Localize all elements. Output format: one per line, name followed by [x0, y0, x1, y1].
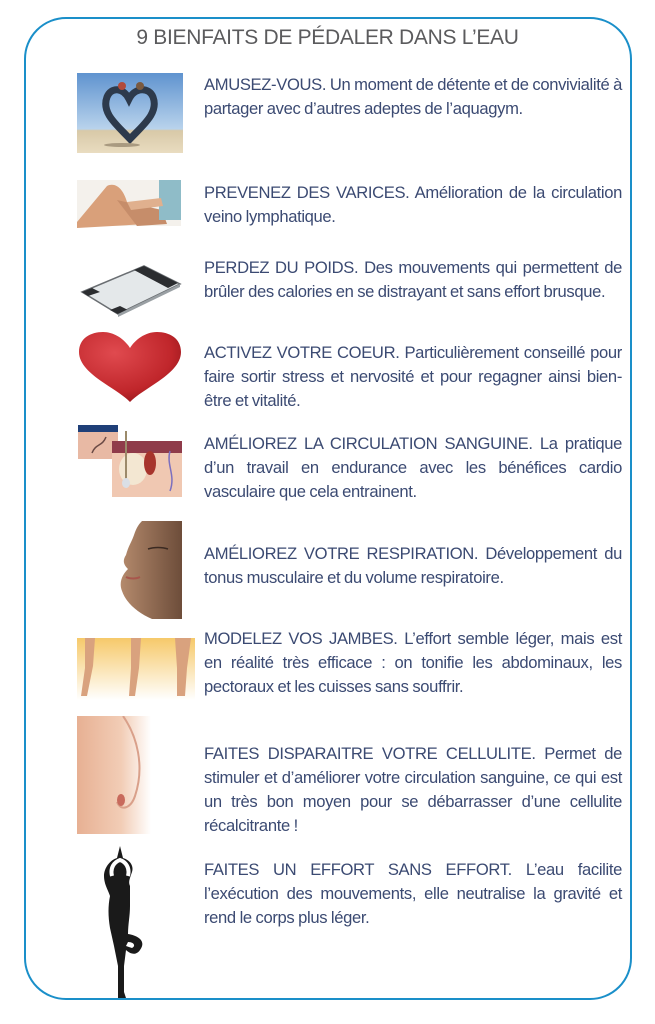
benefit-text	[204, 256, 622, 304]
benefit-heading: PREVENEZ DES VARICES.	[204, 183, 410, 202]
leg-massage-photo	[77, 180, 181, 242]
legs-photo	[77, 638, 195, 700]
benefit-text	[204, 858, 622, 930]
benefit-heading: PERDEZ DU POIDS.	[204, 258, 359, 277]
benefit-heading: AMÉLIOREZ VOTRE RESPIRATION.	[204, 544, 479, 563]
benefit-heading: FAITES DISPARAITRE VOTRE CELLULITE.	[204, 744, 536, 763]
heart-jump-photo	[77, 73, 183, 153]
benefit-text	[204, 181, 622, 229]
benefit-text	[204, 341, 622, 413]
skin-diagram	[78, 425, 182, 497]
benefit-body: Un moment de détente et de convivialité à partager avec d’autres adeptes de l’aquagym.	[204, 75, 622, 118]
page-title: 9 BIENFAITS DE PÉDALER DANS L’EAU	[136, 26, 519, 49]
benefit-heading: AMUSEZ-VOUS.	[204, 75, 327, 94]
benefit-body: L’eau facilite l’exécution des mouvements, elle neutralise la gravité et rend le corps plus léger.	[204, 860, 622, 927]
benefit-heading: MODELEZ VOS JAMBES.	[204, 629, 398, 648]
benefit-body: Amélioration de la circulation veino lymphatique.	[204, 183, 622, 226]
face-photo	[112, 521, 182, 619]
yoga-silhouette-icon	[90, 846, 150, 998]
benefit-text	[204, 542, 622, 590]
benefit-body: Permet de stimuler et d’améliorer votre circulation sanguine, ce qui est un très bon moyen pour se débarrasser d’une cellulite récalcitrante !	[204, 744, 623, 835]
benefit-heading: ACTIVEZ VOTRE COEUR.	[204, 343, 400, 362]
benefit-body: Développement du tonus musculaire et du volume respiratoire.	[204, 544, 622, 587]
hip-photo	[77, 716, 151, 834]
benefit-body: Particulièrement conseillé pour faire sortir stress et nervosité et pour regagner ainsi bien-être et vitalité.	[204, 343, 622, 410]
benefit-body: La pratique d’un travail en endurance avec les bénéfices cardio vasculaire que cela entrainent.	[204, 434, 623, 501]
benefit-text	[204, 742, 622, 838]
benefit-heading: FAITES UN EFFORT SANS EFFORT.	[204, 860, 512, 879]
benefit-heading: AMÉLIOREZ LA CIRCULATION SANGUINE.	[204, 434, 533, 453]
benefit-text	[204, 73, 622, 121]
benefit-text	[204, 432, 622, 504]
heart-icon	[77, 332, 183, 402]
benefit-body: L’effort semble léger, mais est en réalité très efficace : on tonifie les abdominaux, les pectoraux et les cuisses sans souffrir.	[204, 629, 622, 696]
benefit-text	[204, 627, 622, 699]
scale-photo	[78, 262, 182, 324]
benefit-body: Des mouvements qui permettent de brûler des calories en se distrayant et sans effort brusque.	[204, 258, 622, 301]
